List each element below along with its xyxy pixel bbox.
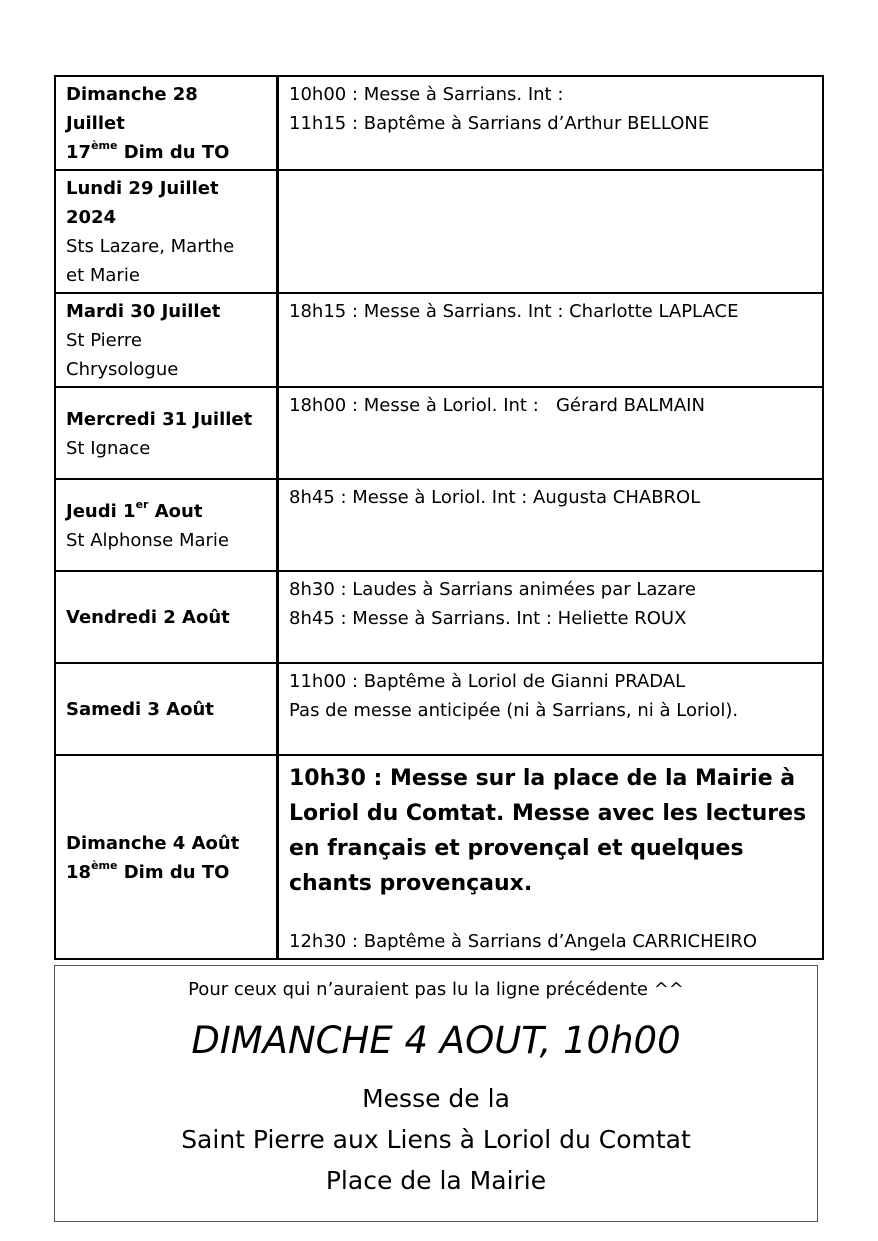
events-cell [278,755,824,959]
day-label: Jeudi 1er Aout [66,497,203,522]
events-cell [278,663,824,755]
schedule-row [55,76,823,170]
announcement-details [55,1078,817,1201]
events-cell [278,571,824,663]
day-label: Vendredi 2 Août [66,607,230,628]
saint-label: Chrysologue [66,359,179,380]
day-label: Mercredi 31 Juillet [66,408,253,430]
day-label: Dimanche 28 [66,84,198,105]
schedule-row [55,571,823,663]
announcement-headline: DIMANCHE 4 AOUT, 10h00 [191,1019,681,1062]
saint-label: St Alphonse Marie [66,529,229,551]
events-cell [278,76,824,170]
events-cell [278,293,824,387]
event-line: 11h15 : Baptême à Sarrians d’Arthur BELLONE [289,113,710,134]
day-label: Lundi 29 Juillet [66,178,219,199]
schedule-row [55,293,823,387]
schedule-row [55,663,823,755]
day-cell [55,663,278,755]
events-cell [278,170,824,293]
announcement-line: Messe de la [362,1084,510,1113]
day-cell [55,76,278,170]
event-line: 18h15 : Messe à Sarrians. Int : Charlotte LAPLACE [289,301,739,322]
feast-label: 17ème Dim du TO [66,139,230,163]
day-label: Dimanche 4 Août [66,832,240,854]
day-cell [55,755,278,959]
schedule-row [55,479,823,571]
day-cell [55,479,278,571]
announcement-intro: Pour ceux qui n’auraient pas lu la ligne précédente ^^ [188,979,684,1000]
saint-label: et Marie [66,265,140,286]
events-cell [278,387,824,479]
day-cell [55,571,278,663]
saint-label: St Ignace [66,437,151,459]
announcement-box [54,965,818,1222]
event-line: 8h45 : Messe à Sarrians. Int : Heliette ROUX [289,608,687,629]
event-line: 18h00 : Messe à Loriol. Int : Gérard BALMAIN [289,395,705,416]
feast-label: 18ème Dim du TO [66,858,230,883]
highlight-event: 10h30 : Messe sur la place de la Mairie à Loriol du Comtat. Messe avec les lectures en français et provençal et quelques chants provençaux. [289,766,807,896]
day-label: Juillet [66,113,125,134]
day-label: Mardi 30 Juillet [66,301,221,322]
event-line: 12h30 : Baptême à Sarrians d’Angela CARRICHEIRO [289,931,758,952]
schedule-table [54,75,824,960]
event-line: Pas de messe anticipée (ni à Sarrians, ni à Loriol). [289,700,739,721]
schedule-row [55,170,823,293]
saint-label: Sts Lazare, Marthe [66,236,235,257]
announcement-line: Saint Pierre aux Liens à Loriol du Comtat [181,1125,691,1154]
day-cell [55,170,278,293]
saint-label: St Pierre [66,330,142,351]
event-line: 8h45 : Messe à Loriol. Int : Augusta CHABROL [289,487,701,508]
day-label: 2024 [66,207,117,228]
day-cell [55,387,278,479]
announcement-line: Place de la Mairie [325,1166,547,1195]
schedule-row [55,755,823,959]
schedule-row [55,387,823,479]
events-cell [278,479,824,571]
event-line: 11h00 : Baptême à Loriol de Gianni PRADAL [289,671,686,692]
day-cell [55,293,278,387]
day-label: Samedi 3 Août [66,699,214,720]
event-line: 10h00 : Messe à Sarrians. Int : [289,84,564,105]
event-line: 8h30 : Laudes à Sarrians animées par Lazare [289,579,696,600]
